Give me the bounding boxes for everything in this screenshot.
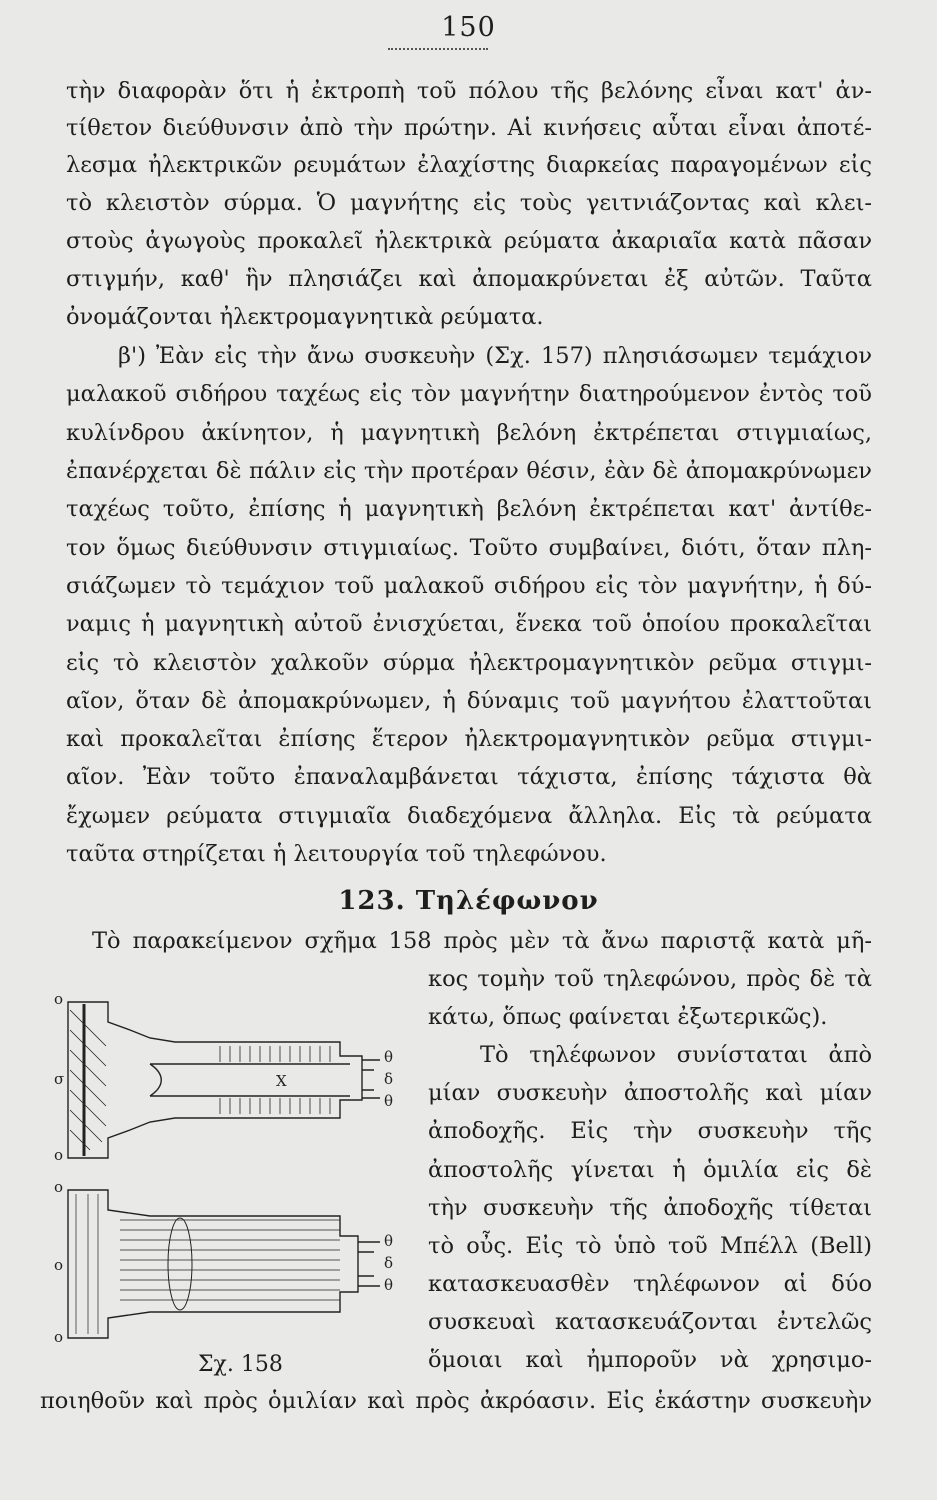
text-line: τίθετον διεύθυνσιν ἀπὸ τὴν πρώτην. Αἱ κινήσεις αὗται εἶναι ἀποτέ- [66, 115, 872, 141]
label-delta: δ [384, 1254, 394, 1272]
label-o: o [54, 1146, 64, 1164]
section-outline [68, 1002, 362, 1158]
text-line: εἰς τὸ κλειστὸν χαλκοῦν σύρμα ἠλεκτρομαγνητικὸν ρεῦμα στιγμι- [66, 650, 872, 676]
label-theta: θ [384, 1276, 394, 1294]
mouthpiece-hatch [70, 1010, 106, 1150]
label-o: o [54, 1328, 64, 1346]
label-o: o [54, 990, 64, 1008]
text-line: τον ὅμως διεύθυνσιν στιγμιαίως. Τοῦτο συμβαίνει, διότι, ὅταν πλη- [66, 535, 872, 561]
label-theta: θ [384, 1232, 394, 1250]
external-view [68, 1190, 380, 1338]
text-line: κυλίνδρου ἀκίνητον, ἡ μαγνητικὴ βελόνη ἐκτρέπεται στιγμιαίως, [66, 420, 872, 446]
figure-caption: Σχ. 158 [198, 1352, 283, 1377]
text-line: τὸ κλειστὸν σύρμα. Ὁ μαγνήτης εἰς τοὺς γειτνιάζοντας καὶ κλει- [66, 190, 872, 216]
magnet-bar [150, 1064, 350, 1096]
text-line: ἀποστολῆς γίνεται ἡ ὁμιλία εἰς δὲ [428, 1157, 872, 1183]
text-line: στοὺς ἀγωγοὺς προκαλεῖ ἠλεκτρικὰ ρεύματα ἀκαριαῖα κατὰ πᾶσαν [66, 228, 872, 254]
label-sigma: σ [54, 1070, 65, 1088]
section-view [68, 1002, 380, 1158]
label-o: o [54, 1178, 64, 1196]
text-line: ποιηθοῦν καὶ πρὸς ὁμιλίαν καὶ πρὸς ἀκρόασιν. Εἰς ἑκάστην συσκευὴν [40, 1388, 872, 1414]
text-line: β') Ἐὰν εἰς τὴν ἄνω συσκευὴν (Σχ. 157) πλησιάσωμεν τεμάχιον [118, 343, 872, 369]
text-line: λεσμα ἠλεκτρικῶν ρευμάτων ἐλαχίστης διαρκείας παραγομένων εἰς [66, 152, 872, 178]
text-line: σιάζωμεν τὸ τεμάχιον τοῦ μαλακοῦ σιδήρου εἰς τὸν μαγνήτην, ἡ δύ- [66, 573, 872, 599]
text-line: μαλακοῦ σιδήρου ταχέως εἰς τὸν μαγνήτην διατηρούμενον ἐντὸς τοῦ [66, 381, 872, 407]
external-shading [76, 1194, 340, 1334]
page-number: 150 [441, 12, 496, 43]
text-line: ναμις ἡ μαγνητικὴ αὐτοῦ ἐνισχύεται, ἕνεκα τοῦ ὁποίου προκαλεῖται [66, 611, 872, 637]
label-delta: δ [384, 1070, 394, 1088]
text-line: ταῦτα στηρίζεται ἡ λειτουργία τοῦ τηλεφώνου. [66, 841, 607, 867]
terminal-screws-top [362, 1060, 380, 1098]
cylinder-end [168, 1218, 192, 1310]
text-line: κάτω, ὅπως φαίνεται ἐξωτερικῶς). [428, 1004, 828, 1030]
telephone-diagram [40, 980, 420, 1380]
text-line: συσκευαὶ κατασκευάζονται ἐντελῶς [428, 1309, 872, 1335]
text-line: αῖον. Ἐὰν τοῦτο ἐπαναλαμβάνεται τάχιστα, ἐπίσης τάχιστα θὰ [66, 764, 872, 790]
label-theta: θ [384, 1092, 394, 1110]
text-line: ἐπανέρχεται δὲ πάλιν εἰς τὴν προτέραν θέσιν, ἐὰν δὲ ἀπομακρύνωμεν [66, 458, 872, 484]
text-line: ἀποδοχῆς. Εἰς τὴν συσκευὴν τῆς [428, 1118, 872, 1144]
text-line: κος τομὴν τοῦ τηλεφώνου, πρὸς δὲ τὰ [428, 966, 872, 992]
text-line: ἔχωμεν ρεύματα στιγμιαῖα διαδεχόμενα ἄλληλα. Εἰς τὰ ρεύματα [66, 803, 872, 829]
figure-telephone [40, 980, 420, 1380]
page-number-rule [388, 48, 488, 50]
text-line: στιγμήν, καθ' ἣν πλησιάζει καὶ ἀπομακρύνεται ἐξ αὐτῶν. Ταῦτα [66, 266, 872, 292]
text-line: αῖον, ὅταν δὲ ἀπομακρύνωμεν, ἡ δύναμις τοῦ μαγνήτου ἐλαττοῦται [66, 688, 872, 714]
text-line: κατασκευασθὲν τηλέφωνον αἱ δύο [428, 1271, 872, 1297]
section-heading: 123. Τηλέφωνον [338, 886, 599, 916]
terminal-screws-bottom [358, 1242, 380, 1286]
text-line: τὸ οὖς. Εἰς τὸ ὑπὸ τοῦ Μπέλλ (Bell) [428, 1233, 872, 1259]
label-o: o [54, 1256, 64, 1274]
text-line: Τὸ τηλέφωνον συνίσταται ἀπὸ [480, 1042, 872, 1068]
label-x: X [276, 1072, 287, 1090]
text-line: μίαν συσκευὴν ἀποστολῆς καὶ μίαν [428, 1080, 872, 1106]
label-theta: θ [384, 1048, 394, 1066]
text-line: ταχέως τοῦτο, ἐπίσης ἡ μαγνητικὴ βελόνη ἐκτρέπεται κατ' ἀντίθε- [66, 496, 872, 522]
external-outline [68, 1190, 358, 1338]
text-line: καὶ προκαλεῖται ἐπίσης ἕτερον ἠλεκτρομαγνητικὸν ρεῦμα στιγμι- [66, 726, 872, 752]
coil-hatch [220, 1046, 330, 1114]
text-line: τὴν διαφορὰν ὅτι ἡ ἐκτροπὴ τοῦ πόλου τῆς βελόνης εἶναι κατ' ἀν- [66, 78, 872, 104]
text-line: Τὸ παρακείμενον σχῆμα 158 πρὸς μὲν τὰ ἄνω παριστᾷ κατὰ μῆ- [92, 928, 872, 954]
text-line: ὅμοιαι καὶ ἠμποροῦν νὰ χρησιμο- [428, 1347, 872, 1373]
text-line: τὴν συσκευὴν τῆς ἀποδοχῆς τίθεται [428, 1195, 872, 1221]
text-line: ὀνομάζονται ἠλεκτρομαγνητικὰ ρεύματα. [66, 304, 544, 330]
